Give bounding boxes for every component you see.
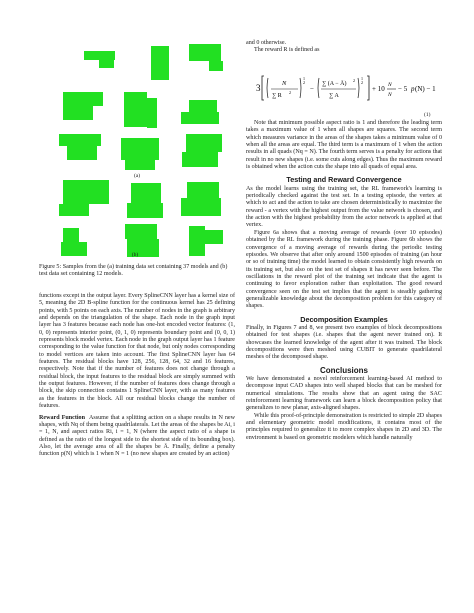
- svg-text:N: N: [388, 82, 392, 88]
- svg-text:N: N: [282, 80, 287, 87]
- shape-block: [189, 226, 205, 256]
- panel-b-label: (b): [131, 252, 139, 258]
- shape-block: [67, 146, 97, 160]
- shape-block: [131, 183, 161, 203]
- shape-block: [181, 198, 221, 216]
- svg-text:+ 10: + 10: [372, 85, 385, 93]
- figure-5: [39, 40, 235, 278]
- shape-block: [63, 180, 109, 204]
- shape-block: [125, 160, 155, 170]
- shape-block: [61, 242, 87, 256]
- shape-block: [84, 51, 115, 60]
- paragraph: As the model learns using the training set, the RL framework's learning is periodically checked against the test set. In a testing episode, the vertex at which to act and the action to take are chosen deterministically to maximize the reward - a vertex with the highest output from the value network is chosen, and the action with the highest probability from the actor network is applied at that vertex.: [246, 185, 442, 229]
- paragraph: Note that minimum possible aspect ratio is 1 and therefore the leading term takes a maximum value of 1 when all shapes are squares. The second term which measures variance in the areas of the shapes takes a minimum value of 0 when all the areas are equal. The third term is a maximum of 1 when the action results in all quads (Nq = N). The fourth term serves is a penalty for actions that result in no new shapes (i.e. some cuts along edges). Thus the maximum reward is obtained when the action cuts the shape into all quads of equal area.: [246, 120, 442, 171]
- section-heading-decomposition: Decomposition Examples: [300, 314, 388, 324]
- svg-text:1: 1: [361, 76, 363, 81]
- section-heading-testing: Testing and Reward Convergence: [286, 175, 402, 185]
- svg-text:3: 3: [256, 83, 261, 93]
- shape-block: [99, 60, 114, 68]
- reward-function-heading: Reward Function: [39, 414, 85, 421]
- paragraph: We have demonstrated a novel reinforcement learning-based AI method to decompose input CAD shapes into well shaped blocks that can be meshed for numerical simulations. The results show that an agent using the SAC reinforcement learning framework can learn a block decomposition policy that generalizes to new planar, axis-aligned shapes.: [246, 376, 442, 412]
- paragraph: Finally, in Figures 7 and 8, we present two examples of block decompositions obtained for test shapes (i.e. shapes that the agent never trained on). It showcases the learned knowledge of the agent after it was trained. The block decompositions were then meshed using CUBIT to generate quadrilateral meshes of the decomposed shape.: [246, 324, 442, 361]
- svg-text:∑ R: ∑ R: [272, 93, 282, 99]
- paragraph: The reward R is defined as: [254, 47, 320, 54]
- equation-graphic: [256, 64, 446, 110]
- paragraph: While this proof-of-principle demonstration is restricted to simple 2D shapes and elementary geometric model modifications, it contains most of the principles required to generalize it to more complex shapes in 2D and 3D. The environment is based on geometric modelers which handle naturally: [246, 412, 442, 441]
- svg-text:2: 2: [303, 80, 305, 85]
- svg-text:2: 2: [289, 90, 291, 95]
- svg-text:− 5: − 5: [398, 85, 408, 93]
- shape-block: [209, 61, 223, 71]
- equation-number: (1): [424, 112, 431, 118]
- paragraph-text: Assume that a splitting action on a shape results in N new shapes, with Nq of them being quadrilaterals. Let the areas of the shapes be Ai, i = 1, N, and aspect ratios Ri, i = 1, N (where the aspect ratio of a shape is defined as the ratio of the longest side to the shortest side of its bounding box). Also, let the average area of all the shapes be Ā. Finally, define a penalty function p(N) which is 1 when N = 1 (no new shapes are created by an action): [39, 414, 235, 458]
- paragraph: and 0 otherwise.: [246, 40, 287, 46]
- svg-text:2: 2: [361, 80, 363, 85]
- svg-text:∑ A: ∑ A: [329, 93, 339, 99]
- svg-text:(N) − 1: (N) − 1: [415, 85, 436, 93]
- shape-block: [189, 44, 221, 61]
- shape-block: [189, 100, 217, 112]
- svg-text:2: 2: [353, 78, 355, 83]
- right-column-top: [246, 40, 442, 55]
- shape-block: [59, 134, 101, 146]
- shape-block: [205, 230, 223, 244]
- shape-block: [125, 224, 157, 239]
- svg-text:N: N: [388, 92, 392, 98]
- section-heading-conclusions: Conclusions: [319, 365, 368, 375]
- shape-block: [151, 46, 169, 80]
- shape-block: [186, 134, 222, 152]
- svg-text:−: −: [310, 85, 314, 93]
- shape-block: [121, 138, 159, 160]
- shape-block: [187, 182, 219, 198]
- shape-block: [147, 98, 157, 128]
- shape-block: [63, 228, 79, 242]
- shape-block: [181, 112, 219, 124]
- panel-a-label: (a): [133, 173, 141, 179]
- shape-block: [124, 92, 147, 127]
- svg-text:p: p: [411, 85, 415, 93]
- svg-text:1: 1: [303, 76, 305, 81]
- left-column: [39, 293, 235, 459]
- paragraph: Figure 6a shows that a moving average of rewards (over 10 episodes) obtained by the RL framework during the training phase. Figure 6b shows the convergence of a moving average of rewards during the periodic testing episodes. We observe that after only around 1500 episodes of training (an hour or so of training time) the model learned to obtain consistently high rewards on its training set, but also on the test set of shapes it has never seen before. The oscillations in the reward plot of the training set indicate that the agent is continuing to favor exploration rather than exploitation. The good reward convergence seen on the test set implies that the agent is steadily gathering generalizable knowledge about the decomposition problem for this category of shapes.: [246, 229, 442, 310]
- shape-block: [63, 106, 93, 120]
- shape-block: [59, 204, 89, 216]
- svg-text:∑ (A − Ā): ∑ (A − Ā): [322, 81, 347, 87]
- shape-block: [127, 203, 163, 218]
- right-column-body: [246, 120, 442, 442]
- shape-block: [182, 152, 218, 167]
- shape-block: [63, 92, 103, 106]
- figure-caption: Figure 5: Samples from the (a) training data set containing 37 models and (b) test data set containing 12 models.: [39, 264, 228, 278]
- reward-function-paragraph: [39, 415, 235, 459]
- paragraph: functions except in the output layer. Every SplineCNN layer has a kernel size of 5, meaning the 2D B-spline function for the continuous kernel has 25 defining points, with 5 points on each axis. The number of nodes in the graph is arbitrary and depends on the triangulation of the shape. Each node in the graph input layer has 3 features because each node has one-hot encoded vector features: (1, 0, 0) represents interior point, (0, 1, 0) represents boundary point and (0, 0, 1) represents block model vertex. Each node in the graph output layer has 1 feature corresponding to the value function for that node, but only nodes corresponding to model vertices are taken into account. The first SplineCNN layer has 64 features. The residual blocks have 128, 256, 128, 64, 32 and 16 features, respectively. Note that if the number of features does not change through a residual block, the input features to the residual block are simply summed with the output features. However, if the number of features does change through a block, the skip connection contains 1 SplineCNN layer, with as many features as the features in the block. All our residual blocks change the number of features.: [39, 293, 235, 410]
- reward-equation: [256, 64, 446, 110]
